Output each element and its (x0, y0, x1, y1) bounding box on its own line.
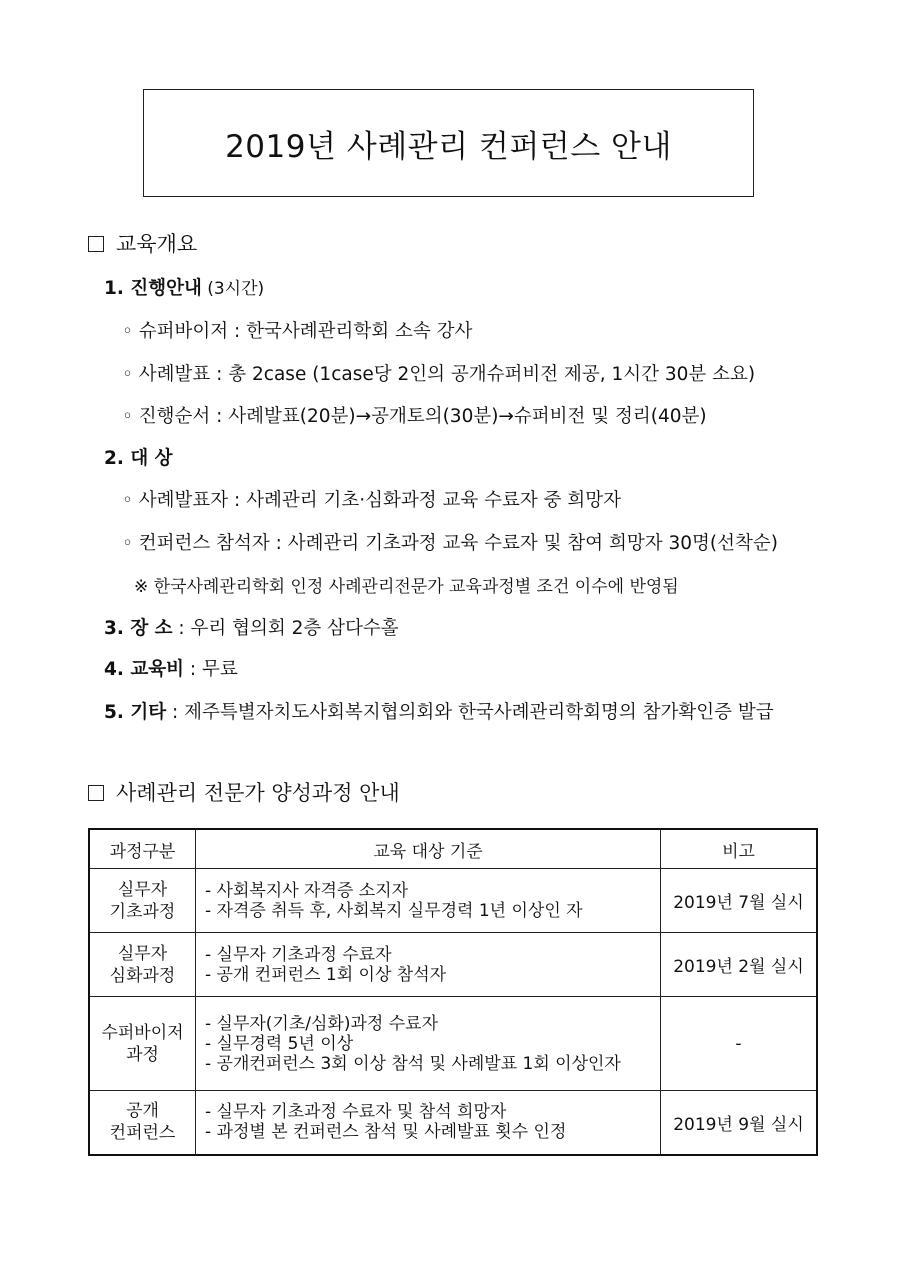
table-row (89, 1091, 817, 1155)
item5 (104, 698, 774, 724)
course-name: 실무자 기초과정 (89, 869, 196, 933)
course-criteria: - 실무자 기초과정 수료자 - 공개 컨퍼런스 1회 이상 참석자 (196, 933, 661, 997)
item1-bullet: ◦ 슈퍼바이저 : 한국사례관리학회 소속 강사 (122, 321, 473, 342)
course-remark: - (661, 997, 818, 1091)
table-row (89, 997, 817, 1091)
course-remark: 2019년 7월 실시 (661, 869, 818, 933)
header-course-type: 과정구분 (89, 829, 196, 869)
course-criteria: - 실무자(기초/심화)과정 수료자 - 실무경력 5년 이상 - 공개컨퍼런스 3회 이상 참석 및 사례발표 1회 이상인자 (196, 997, 661, 1091)
course-table (88, 828, 818, 1156)
table-header-row (89, 829, 817, 869)
checkbox-square-icon (88, 785, 104, 801)
item1-bullet: ◦ 진행순서 : 사례발표(20분)→공개토의(30분)→슈퍼비전 및 정리(40분) (122, 406, 707, 427)
item4-label: 4. 교육비 (104, 659, 184, 680)
course-remark: 2019년 9월 실시 (661, 1091, 818, 1155)
header-criteria: 교육 대상 기준 (196, 829, 661, 869)
course-criteria: - 실무자 기초과정 수료자 및 참석 희망자 - 과정별 본 컨퍼런스 참석 및 사례발표 횟수 인정 (196, 1091, 661, 1155)
course-remark: 2019년 2월 실시 (661, 933, 818, 997)
item2-label: 2. 대 상 (104, 448, 173, 469)
item1-label: 1. 진행안내 (104, 278, 202, 299)
item3-label: 3. 장 소 (104, 618, 173, 639)
course-name: 실무자 심화과정 (89, 933, 196, 997)
item4 (104, 655, 238, 681)
item3-text: : 우리 협의회 2층 삼다수홀 (172, 618, 399, 639)
section2-heading: 사례관리 전문가 양성과정 안내 (88, 777, 400, 807)
item3 (104, 614, 399, 640)
item2-bullet: ◦ 사례발표자 : 사례관리 기초·심화과정 교육 수료자 중 희망자 (122, 490, 621, 511)
item1-bullet: ◦ 사례발표 : 총 2case (1case당 2인의 공개슈퍼비전 제공, 1시간 30분 소요) (122, 364, 756, 385)
item4-text: : 무료 (183, 659, 238, 680)
header-remarks: 비고 (661, 829, 818, 869)
table-row (89, 933, 817, 997)
course-criteria: - 사회복지사 자격증 소지자 - 자격증 취득 후, 사회복지 실무경력 1년 이상인 자 (196, 869, 661, 933)
item1-suffix: (3시간) (201, 279, 265, 299)
table-row (89, 869, 817, 933)
course-name: 공개 컨퍼런스 (89, 1091, 196, 1155)
item5-text: : 제주특별자치도사회복지협의회와 한국사례관리학회명의 참가확인증 발급 (166, 702, 774, 723)
section1-heading: 교육개요 (88, 228, 197, 258)
item2-bullet: ◦ 컨퍼런스 참석자 : 사례관리 기초과정 교육 수료자 및 참여 희망자 30명(선착순) (122, 533, 778, 554)
course-name: 수퍼바이저 과정 (89, 997, 196, 1091)
checkbox-square-icon (88, 236, 104, 252)
title-box (143, 89, 754, 197)
item5-label: 5. 기타 (104, 702, 167, 723)
document-title: 2019년 사례관리 컨퍼런스 안내 (225, 128, 672, 165)
item2-note: ※ 한국사례관리학회 인정 사례관리전문가 교육과정별 조건 이수에 반영됨 (134, 577, 679, 597)
item1-heading (104, 274, 264, 300)
